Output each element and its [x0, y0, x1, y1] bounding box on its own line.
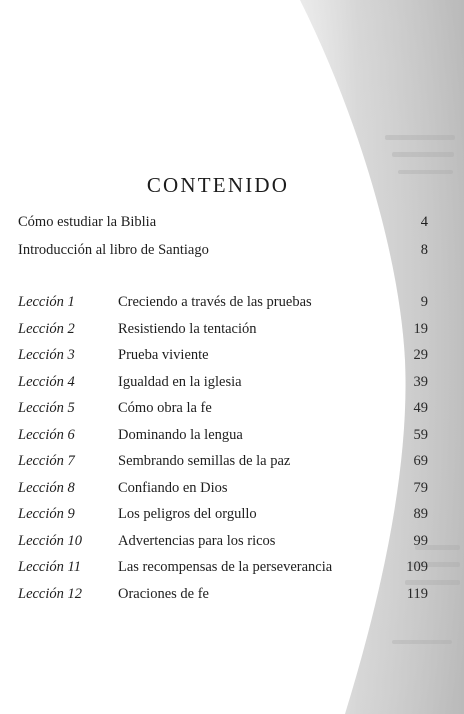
- toc-entry-page-number: 8: [420, 242, 428, 258]
- lesson-title: Igualdad en la iglesia: [118, 374, 242, 390]
- lesson-label: Lección 5: [18, 400, 75, 416]
- lesson-title: Creciendo a través de las pruebas: [118, 294, 312, 310]
- lesson-label: Lección 8: [18, 480, 75, 496]
- lesson-label: Lección 7: [18, 453, 75, 469]
- lesson-page-number: 79: [413, 480, 428, 496]
- lesson-page-number: 39: [413, 374, 428, 390]
- lesson-title: Advertencias para los ricos: [118, 533, 276, 549]
- lesson-label: Lección 6: [18, 427, 75, 443]
- toc-entry-page-number: 4: [420, 214, 428, 230]
- lesson-page-number: 109: [406, 559, 428, 575]
- lesson-page-number: 59: [413, 427, 428, 443]
- lesson-label: Lección 12: [18, 586, 83, 602]
- lesson-title: Resistiendo la tentación: [118, 321, 257, 337]
- lesson-title: Sembrando semillas de la paz: [118, 453, 291, 469]
- toc-entry-introduction[interactable]: Introducción al libro de Santiago: [18, 242, 209, 258]
- lesson-page-number: 19: [413, 321, 428, 337]
- lesson-page-number: 119: [406, 586, 428, 602]
- lesson-title: Las recompensas de la perseverancia: [118, 559, 333, 575]
- lesson-page-number: 89: [413, 506, 428, 522]
- lesson-label: Lección 1: [18, 294, 75, 310]
- lesson-page-number: 9: [420, 294, 428, 310]
- lesson-page-number: 49: [413, 400, 428, 416]
- lesson-label: Lección 10: [18, 533, 83, 549]
- lesson-page-number: 69: [413, 453, 428, 469]
- lesson-title: Prueba viviente: [118, 347, 209, 363]
- toc-entry-how-to-study[interactable]: Cómo estudiar la Biblia: [18, 214, 157, 230]
- lesson-title: Dominando la lengua: [118, 427, 243, 443]
- lesson-title: Los peligros del orgullo: [118, 506, 257, 522]
- page-title: CONTENIDO: [146, 173, 290, 197]
- lesson-page-number: 29: [413, 347, 428, 363]
- lesson-label: Lección 4: [18, 374, 75, 390]
- lesson-label: Lección 11: [18, 559, 81, 575]
- lesson-label: Lección 3: [18, 347, 75, 363]
- lesson-title: Oraciones de fe: [118, 586, 209, 602]
- lesson-title: Cómo obra la fe: [118, 400, 212, 416]
- lesson-title: Confiando en Dios: [118, 480, 228, 496]
- lesson-label: Lección 9: [18, 506, 75, 522]
- lesson-page-number: 99: [413, 533, 428, 549]
- lesson-label: Lección 2: [18, 321, 75, 337]
